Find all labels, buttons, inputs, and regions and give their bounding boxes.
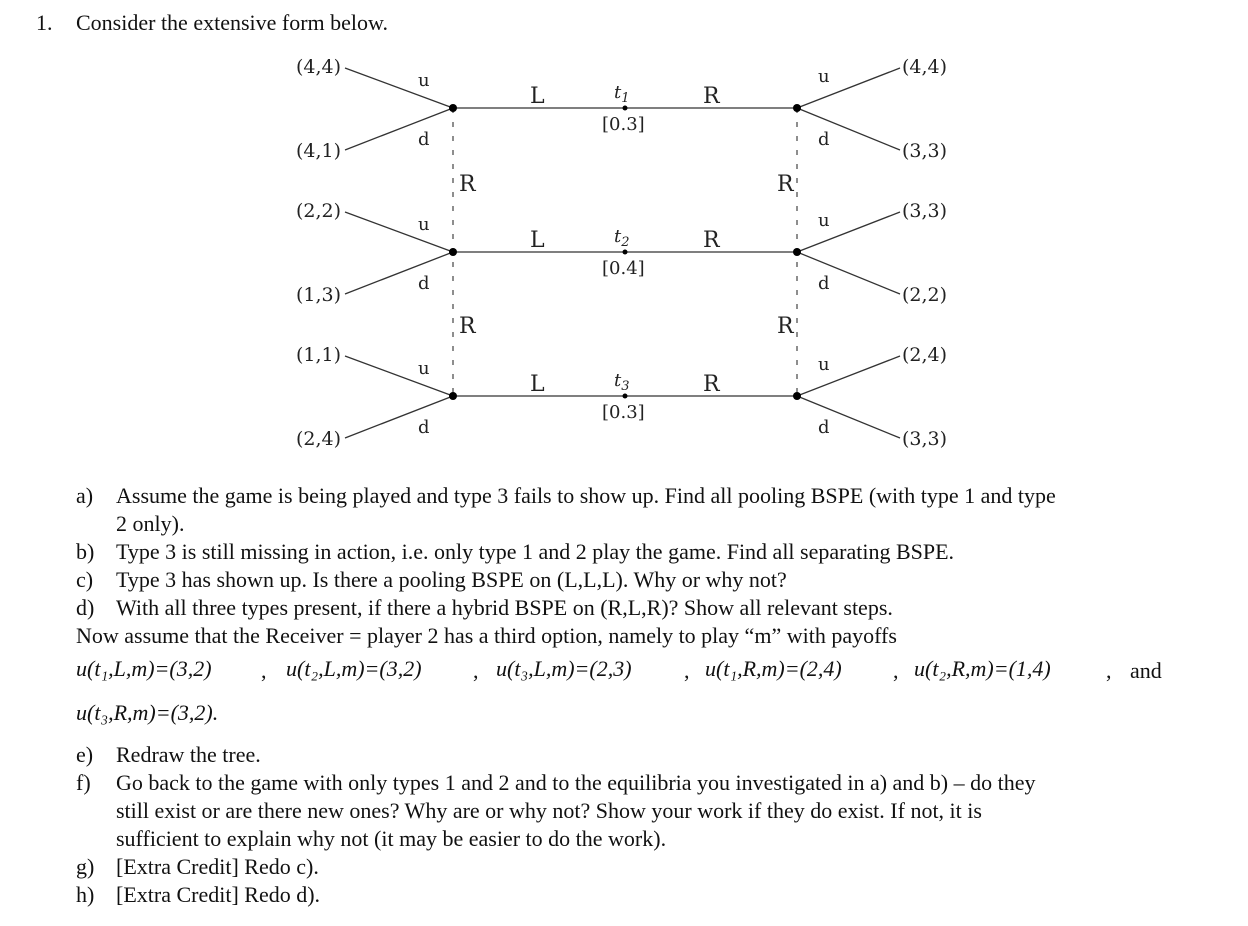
action-d: d bbox=[818, 273, 830, 294]
nature-node bbox=[623, 106, 628, 111]
payoff-right: (2,4) bbox=[902, 344, 948, 366]
action-d: d bbox=[818, 417, 830, 438]
question-intro: Consider the extensive form below. bbox=[76, 10, 388, 35]
action-u: u bbox=[818, 210, 830, 231]
question-number: 1. bbox=[36, 10, 53, 35]
action-d: d bbox=[418, 129, 430, 150]
action-L: L bbox=[530, 372, 545, 397]
node bbox=[449, 392, 457, 400]
nature-node bbox=[623, 394, 628, 399]
payoff-left: (2,2) bbox=[296, 200, 342, 222]
part-text: Type 3 has shown up. Is there a pooling BSPE on (L,L,L). Why or why not? bbox=[116, 567, 787, 592]
part-text: Go back to the game with only types 1 and 2 and to the equilibria you investigated in a) and b) – do they bbox=[116, 770, 1036, 795]
action-R: R bbox=[703, 372, 720, 397]
action-L: L bbox=[530, 84, 545, 109]
part-text: 2 only). bbox=[116, 511, 185, 536]
node bbox=[793, 104, 801, 112]
part-text: Assume the game is being played and type 3 fails to show up. Find all pooling BSPE (with type 1 and type bbox=[116, 483, 1056, 508]
payoff-left: (2,4) bbox=[296, 428, 342, 450]
part-label: h) bbox=[76, 882, 95, 907]
part-label: d) bbox=[76, 595, 95, 620]
action-u: u bbox=[418, 214, 430, 235]
action-d: d bbox=[418, 273, 430, 294]
formula: u(t₁,R,m)=(2,4) bbox=[705, 656, 842, 681]
info-set-label: R bbox=[459, 172, 476, 197]
action-d: d bbox=[418, 417, 430, 438]
branch bbox=[345, 212, 453, 252]
branch bbox=[345, 396, 453, 438]
branch bbox=[345, 252, 453, 294]
branch bbox=[797, 252, 900, 294]
branch bbox=[345, 356, 453, 396]
branch bbox=[797, 356, 900, 396]
action-u: u bbox=[818, 66, 830, 87]
branch bbox=[797, 396, 900, 438]
payoff-right: (3,3) bbox=[902, 140, 948, 162]
part-label: a) bbox=[76, 483, 94, 508]
branch bbox=[797, 68, 900, 108]
payoff-left: (4,1) bbox=[296, 140, 342, 162]
action-L: L bbox=[530, 228, 545, 253]
formula-and: and bbox=[1130, 658, 1162, 683]
node bbox=[793, 392, 801, 400]
branch bbox=[797, 212, 900, 252]
type-label: $t_3$ bbox=[614, 370, 630, 394]
branch bbox=[345, 68, 453, 108]
part-text: sufficient to explain why not (it may be easier to do the work). bbox=[116, 826, 667, 851]
branch bbox=[345, 108, 453, 150]
action-R: R bbox=[703, 228, 720, 253]
formula: u(t₃,L,m)=(2,3) bbox=[496, 656, 632, 681]
action-R: R bbox=[703, 84, 720, 109]
payoff-right: (2,2) bbox=[902, 284, 948, 306]
formula: u(t₂,R,m)=(1,4) bbox=[914, 656, 1051, 681]
part-text: [Extra Credit] Redo c). bbox=[116, 854, 319, 879]
payoff-left: (1,3) bbox=[296, 284, 342, 306]
part-text: [Extra Credit] Redo d). bbox=[116, 882, 321, 907]
part-label: g) bbox=[76, 854, 95, 879]
formula: u(t₃,R,m)=(3,2). bbox=[76, 700, 219, 725]
part-label: c) bbox=[76, 567, 94, 592]
action-d: d bbox=[818, 129, 830, 150]
node bbox=[449, 104, 457, 112]
info-set-label: R bbox=[459, 314, 476, 339]
payoff-right: (4,4) bbox=[902, 56, 948, 78]
action-u: u bbox=[418, 70, 430, 91]
formula: u(t₁,L,m)=(3,2) bbox=[76, 656, 212, 681]
part-text: Redraw the tree. bbox=[116, 742, 261, 767]
type-prob: [0.3] bbox=[602, 402, 645, 423]
node bbox=[793, 248, 801, 256]
payoff-right: (3,3) bbox=[902, 428, 948, 450]
payoff-right: (3,3) bbox=[902, 200, 948, 222]
type-label: $t_1$ bbox=[614, 82, 630, 106]
part-label: f) bbox=[76, 770, 91, 795]
type-prob: [0.3] bbox=[602, 114, 645, 135]
formula: u(t₂,L,m)=(3,2) bbox=[286, 656, 422, 681]
info-set-label: R bbox=[777, 172, 794, 197]
payoff-left: (1,1) bbox=[296, 344, 342, 366]
node bbox=[449, 248, 457, 256]
nature-node bbox=[623, 250, 628, 255]
part-text: With all three types present, if there a hybrid BSPE on (R,L,R)? Show all relevant steps. bbox=[116, 595, 893, 620]
type-prob: [0.4] bbox=[602, 258, 645, 279]
payoff-left: (4,4) bbox=[296, 56, 342, 78]
branch bbox=[797, 108, 900, 150]
part-text: Type 3 is still missing in action, i.e. only type 1 and 2 play the game. Find all separating BSPE. bbox=[116, 539, 955, 564]
part-text: still exist or are there new ones? Why are or why not? Show your work if they do exist. If not, it is bbox=[116, 798, 982, 823]
action-u: u bbox=[818, 354, 830, 375]
part-label: e) bbox=[76, 742, 94, 767]
receiver-note: Now assume that the Receiver = player 2 has a third option, namely to play “m” with payoffs bbox=[76, 623, 897, 648]
part-label: b) bbox=[76, 539, 95, 564]
action-u: u bbox=[418, 358, 430, 379]
info-set-label: R bbox=[777, 314, 794, 339]
type-label: $t_2$ bbox=[614, 226, 630, 250]
